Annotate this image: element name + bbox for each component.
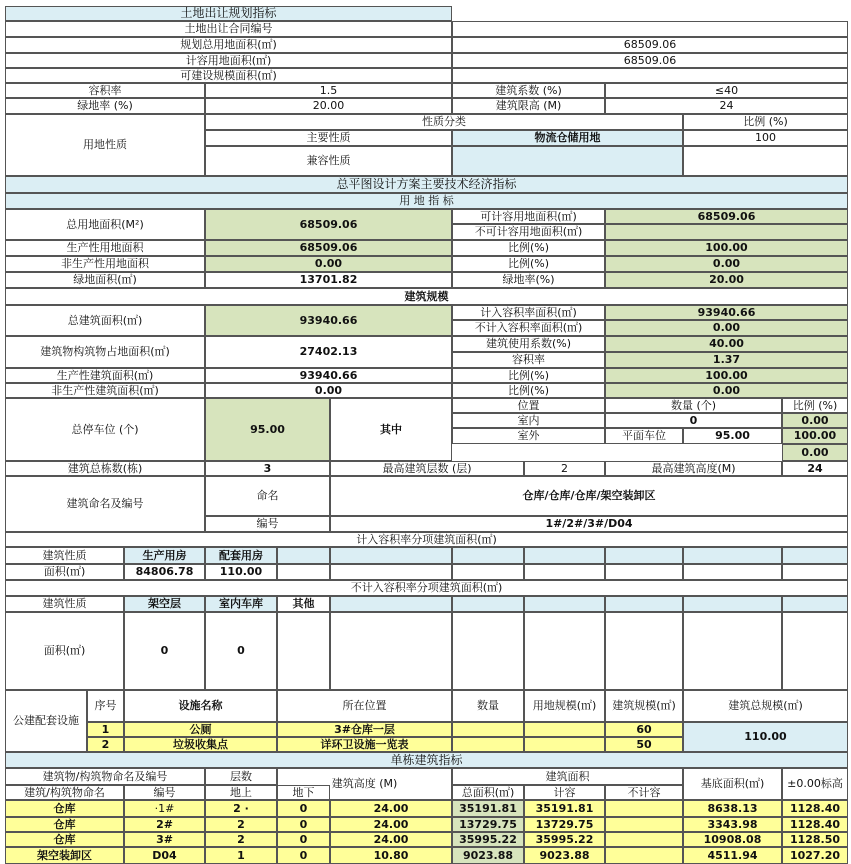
cell-r15-c0[interactable]: 非生产性用地面积 xyxy=(5,256,205,272)
cell-r28-c4[interactable]: 最高建筑高度(M) xyxy=(605,461,782,476)
cell-r43-c2[interactable]: 2 · xyxy=(205,800,277,817)
cell-r13-c1[interactable] xyxy=(605,224,848,240)
cell-r43-c3[interactable]: 0 xyxy=(277,800,330,817)
cell-r21-c0[interactable]: 容积率 xyxy=(452,352,605,368)
cell-r40-c0[interactable]: 单栋建筑指标 xyxy=(5,752,848,768)
cell-r44-c2[interactable]: 2 xyxy=(205,817,277,832)
cell-r32-c8[interactable] xyxy=(683,547,782,564)
cell-r46-c1[interactable]: D04 xyxy=(124,847,205,864)
cell-r33-c0[interactable]: 面积(㎡) xyxy=(5,564,124,580)
cell-r9-c0[interactable]: 兼容性质 xyxy=(205,146,452,176)
cell-r25-c1[interactable]: 0 xyxy=(605,413,782,428)
cell-r45-c5[interactable]: 35995.22 xyxy=(452,832,524,847)
cell-r46-c3[interactable]: 0 xyxy=(277,847,330,864)
cell-r42-c6[interactable]: 不计容 xyxy=(605,785,683,800)
cell-r32-c9[interactable] xyxy=(782,547,848,564)
cell-r32-c7[interactable] xyxy=(605,547,683,564)
cell-r11-c0[interactable]: 用 地 指 标 xyxy=(5,193,848,209)
cell-r29-c0[interactable]: 建筑命名及编号 xyxy=(5,476,205,532)
cell-r44-c8[interactable]: 3343.98 xyxy=(683,817,782,832)
cell-r14-c3[interactable]: 100.00 xyxy=(605,240,848,256)
cell-r45-c2[interactable]: 2 xyxy=(205,832,277,847)
cell-r32-c4[interactable] xyxy=(330,547,452,564)
cell-r32-c2[interactable]: 配套用房 xyxy=(205,547,277,564)
cell-r37-c5[interactable]: 用地规模(㎡) xyxy=(524,690,605,722)
cell-r46-c6[interactable]: 9023.88 xyxy=(524,847,605,864)
cell-r18-c3[interactable]: 93940.66 xyxy=(605,305,848,320)
cell-r44-c9[interactable]: 1128.40 xyxy=(782,817,848,832)
cell-r41-c5[interactable]: ±0.00标高 xyxy=(782,768,848,800)
cell-r33-c5[interactable] xyxy=(452,564,524,580)
cell-r24-c0[interactable]: 总停车位 (个) xyxy=(5,398,205,461)
cell-r22-c0[interactable]: 生产性建筑面积(㎡) xyxy=(5,368,205,383)
cell-r43-c5[interactable]: 35191.81 xyxy=(452,800,524,817)
cell-r33-c8[interactable] xyxy=(683,564,782,580)
cell-r12-c0[interactable]: 总用地面积(M²) xyxy=(5,209,205,240)
cell-r43-c8[interactable]: 8638.13 xyxy=(683,800,782,817)
cell-r42-c3[interactable]: 地下 xyxy=(277,785,330,800)
cell-r27-c0[interactable]: 0.00 xyxy=(782,444,848,461)
cell-r16-c3[interactable]: 20.00 xyxy=(605,272,848,288)
cell-r15-c2[interactable]: 比例(%) xyxy=(452,256,605,272)
cell-r33-c1[interactable]: 84806.78 xyxy=(124,564,205,580)
cell-r46-c4[interactable]: 10.80 xyxy=(330,847,452,864)
cell-r28-c1[interactable]: 3 xyxy=(205,461,330,476)
cell-r24-c1[interactable]: 95.00 xyxy=(205,398,330,461)
cell-r31-c0[interactable]: 计入容积率分项建筑面积(㎡) xyxy=(5,532,848,547)
cell-r14-c1[interactable]: 68509.06 xyxy=(205,240,452,256)
cell-r35-c0[interactable]: 建筑性质 xyxy=(5,596,124,612)
cell-r4-c0[interactable]: 可建设规模面积(㎡) xyxy=(5,68,452,83)
cell-r32-c0[interactable]: 建筑性质 xyxy=(5,547,124,564)
cell-r16-c1[interactable]: 13701.82 xyxy=(205,272,452,288)
cell-r25-c2[interactable]: 0.00 xyxy=(782,413,848,428)
cell-r23-c2[interactable]: 比例(%) xyxy=(452,383,605,398)
cell-r33-c4[interactable] xyxy=(330,564,452,580)
cell-r5-c2[interactable]: 建筑系数 (%) xyxy=(452,83,605,98)
cell-r37-c7[interactable]: 建筑总规模(㎡) xyxy=(683,690,848,722)
cell-r19-c0[interactable]: 不计入容积率面积(㎡) xyxy=(452,320,605,336)
cell-r12-c3[interactable]: 68509.06 xyxy=(605,209,848,224)
cell-r42-c1[interactable]: 编号 xyxy=(124,785,205,800)
cell-r36-c6[interactable] xyxy=(524,612,605,690)
cell-r5-c0[interactable]: 容积率 xyxy=(5,83,205,98)
cell-r38-c2[interactable]: 3#仓库一层 xyxy=(277,722,452,737)
cell-r35-c5[interactable] xyxy=(452,596,524,612)
cell-r36-c5[interactable] xyxy=(452,612,524,690)
cell-r2-c0[interactable]: 规划总用地面积(㎡) xyxy=(5,37,452,53)
cell-r41-c0[interactable]: 建筑物/构筑物命名及编号 xyxy=(5,768,205,785)
cell-r38-c6[interactable]: 110.00 xyxy=(683,722,848,752)
cell-r22-c3[interactable]: 100.00 xyxy=(605,368,848,383)
cell-r24-c2[interactable]: 其中 xyxy=(330,398,452,461)
cell-r43-c4[interactable]: 24.00 xyxy=(330,800,452,817)
cell-r45-c0[interactable]: 仓库 xyxy=(5,832,124,847)
cell-r8-c0[interactable]: 主要性质 xyxy=(205,130,452,146)
cell-r32-c1[interactable]: 生产用房 xyxy=(124,547,205,564)
cell-r37-c2[interactable]: 设施名称 xyxy=(124,690,277,722)
cell-r35-c6[interactable] xyxy=(524,596,605,612)
cell-r25-c0[interactable]: 室内 xyxy=(452,413,605,428)
cell-r18-c1[interactable]: 93940.66 xyxy=(205,305,452,336)
cell-r9-c2[interactable] xyxy=(683,146,848,176)
cell-r29-c1[interactable]: 命名 xyxy=(205,476,330,516)
cell-r39-c0[interactable]: 2 xyxy=(87,737,124,752)
cell-r37-c6[interactable]: 建筑规模(㎡) xyxy=(605,690,683,722)
cell-r43-c0[interactable]: 仓库 xyxy=(5,800,124,817)
cell-r7-c0[interactable]: 用地性质 xyxy=(5,114,205,176)
cell-r20-c3[interactable]: 40.00 xyxy=(605,336,848,352)
cell-r32-c6[interactable] xyxy=(524,547,605,564)
cell-r38-c3[interactable] xyxy=(452,722,524,737)
cell-r4-c1[interactable] xyxy=(452,68,848,83)
cell-r24-c3[interactable]: 位置 xyxy=(452,398,605,413)
cell-r36-c2[interactable]: 0 xyxy=(205,612,277,690)
cell-r3-c0[interactable]: 计容用地面积(㎡) xyxy=(5,53,452,68)
cell-r35-c2[interactable]: 室内车库 xyxy=(205,596,277,612)
cell-r44-c0[interactable]: 仓库 xyxy=(5,817,124,832)
cell-r32-c3[interactable] xyxy=(277,547,330,564)
cell-r45-c3[interactable]: 0 xyxy=(277,832,330,847)
cell-r30-c1[interactable]: 1#/2#/3#/D04 xyxy=(330,516,848,532)
cell-r17-c0[interactable]: 建筑规模 xyxy=(5,288,848,305)
cell-r44-c6[interactable]: 13729.75 xyxy=(524,817,605,832)
cell-r24-c4[interactable]: 数量 (个) xyxy=(605,398,782,413)
cell-r28-c0[interactable]: 建筑总栋数(栋) xyxy=(5,461,205,476)
cell-r37-c0[interactable]: 公建配套设施 xyxy=(5,690,87,752)
cell-r26-c3[interactable]: 100.00 xyxy=(782,428,848,444)
cell-r24-c5[interactable]: 比例 (%) xyxy=(782,398,848,413)
cell-r43-c6[interactable]: 35191.81 xyxy=(524,800,605,817)
cell-r33-c9[interactable] xyxy=(782,564,848,580)
cell-r45-c7[interactable] xyxy=(605,832,683,847)
cell-r6-c1[interactable]: 20.00 xyxy=(205,98,452,114)
cell-r20-c0[interactable]: 建筑物构筑物占地面积(㎡) xyxy=(5,336,205,368)
cell-r46-c8[interactable]: 4511.94 xyxy=(683,847,782,864)
cell-r45-c4[interactable]: 24.00 xyxy=(330,832,452,847)
cell-r38-c5[interactable]: 60 xyxy=(605,722,683,737)
cell-r26-c0[interactable]: 室外 xyxy=(452,428,605,444)
cell-r46-c9[interactable]: 1027.20 xyxy=(782,847,848,864)
cell-r34-c0[interactable]: 不计入容积率分项建筑面积(㎡) xyxy=(5,580,848,596)
cell-r42-c5[interactable]: 计容 xyxy=(524,785,605,800)
cell-r28-c2[interactable]: 最高建筑层数 (层) xyxy=(330,461,524,476)
cell-r23-c3[interactable]: 0.00 xyxy=(605,383,848,398)
cell-r46-c5[interactable]: 9023.88 xyxy=(452,847,524,864)
cell-r6-c0[interactable]: 绿地率 (%) xyxy=(5,98,205,114)
cell-r39-c5[interactable]: 50 xyxy=(605,737,683,752)
cell-r14-c0[interactable]: 生产性用地面积 xyxy=(5,240,205,256)
cell-r22-c2[interactable]: 比例(%) xyxy=(452,368,605,383)
cell-r41-c3[interactable]: 建筑面积 xyxy=(452,768,683,785)
cell-r6-c2[interactable]: 建筑限高 (M) xyxy=(452,98,605,114)
cell-r41-c1[interactable]: 层数 xyxy=(205,768,277,785)
cell-r33-c3[interactable] xyxy=(277,564,330,580)
cell-r29-c2[interactable]: 仓库/仓库/仓库/架空装卸区 xyxy=(330,476,848,516)
cell-r42-c4[interactable]: 总面积(㎡) xyxy=(452,785,524,800)
cell-r16-c0[interactable]: 绿地面积(㎡) xyxy=(5,272,205,288)
cell-r46-c7[interactable] xyxy=(605,847,683,864)
cell-r36-c4[interactable] xyxy=(330,612,452,690)
cell-r12-c1[interactable]: 68509.06 xyxy=(205,209,452,240)
cell-r36-c7[interactable] xyxy=(605,612,683,690)
cell-r41-c2[interactable]: 建筑高度 (M) xyxy=(277,768,452,800)
cell-r14-c2[interactable]: 比例(%) xyxy=(452,240,605,256)
cell-r10-c0[interactable]: 总平图设计方案主要技术经济指标 xyxy=(5,176,848,193)
cell-r15-c1[interactable]: 0.00 xyxy=(205,256,452,272)
cell-r6-c3[interactable]: 24 xyxy=(605,98,848,114)
cell-r38-c4[interactable] xyxy=(524,722,605,737)
cell-r8-c1[interactable]: 物流仓储用地 xyxy=(452,130,683,146)
cell-r46-c2[interactable]: 1 xyxy=(205,847,277,864)
cell-r8-c2[interactable]: 100 xyxy=(683,130,848,146)
cell-r45-c6[interactable]: 35995.22 xyxy=(524,832,605,847)
cell-r32-c5[interactable] xyxy=(452,547,524,564)
cell-r39-c4[interactable] xyxy=(524,737,605,752)
cell-r36-c8[interactable] xyxy=(683,612,782,690)
cell-r33-c7[interactable] xyxy=(605,564,683,580)
cell-r16-c2[interactable]: 绿地率(%) xyxy=(452,272,605,288)
cell-r45-c9[interactable]: 1128.50 xyxy=(782,832,848,847)
cell-r18-c0[interactable]: 总建筑面积(㎡) xyxy=(5,305,205,336)
cell-r35-c8[interactable] xyxy=(683,596,782,612)
cell-r43-c7[interactable] xyxy=(605,800,683,817)
cell-r38-c0[interactable]: 1 xyxy=(87,722,124,737)
cell-r39-c2[interactable]: 详环卫设施一览表 xyxy=(277,737,452,752)
cell-r44-c4[interactable]: 24.00 xyxy=(330,817,452,832)
cell-r44-c3[interactable]: 0 xyxy=(277,817,330,832)
cell-r42-c2[interactable]: 地上 xyxy=(205,785,277,800)
cell-r26-c1[interactable]: 平面车位 xyxy=(605,428,683,444)
cell-r44-c1[interactable]: 2# xyxy=(124,817,205,832)
cell-r1-c1[interactable] xyxy=(452,21,848,37)
cell-r33-c2[interactable]: 110.00 xyxy=(205,564,277,580)
cell-r36-c1[interactable]: 0 xyxy=(124,612,205,690)
cell-r28-c3[interactable]: 2 xyxy=(524,461,605,476)
cell-r1-c0[interactable]: 土地出让合同编号 xyxy=(5,21,452,37)
cell-r30-c0[interactable]: 编号 xyxy=(205,516,330,532)
cell-r42-c0[interactable]: 建筑/构筑物命名 xyxy=(5,785,124,800)
cell-r35-c7[interactable] xyxy=(605,596,683,612)
cell-r43-c1[interactable]: ·1# xyxy=(124,800,205,817)
cell-r7-c2[interactable]: 比例 (%) xyxy=(683,114,848,130)
cell-r19-c1[interactable]: 0.00 xyxy=(605,320,848,336)
cell-r37-c4[interactable]: 数量 xyxy=(452,690,524,722)
cell-r28-c5[interactable]: 24 xyxy=(782,461,848,476)
cell-r9-c1[interactable] xyxy=(452,146,683,176)
cell-r35-c3[interactable]: 其他 xyxy=(277,596,330,612)
cell-r35-c4[interactable] xyxy=(330,596,452,612)
cell-r37-c1[interactable]: 序号 xyxy=(87,690,124,722)
cell-r46-c0[interactable]: 架空装卸区 xyxy=(5,847,124,864)
cell-r22-c1[interactable]: 93940.66 xyxy=(205,368,452,383)
cell-r35-c9[interactable] xyxy=(782,596,848,612)
cell-r36-c3[interactable] xyxy=(277,612,330,690)
cell-r41-c4[interactable]: 基底面积(㎡) xyxy=(683,768,782,800)
cell-r7-c1[interactable]: 性质分类 xyxy=(205,114,683,130)
cell-r18-c2[interactable]: 计入容积率面积(㎡) xyxy=(452,305,605,320)
cell-r45-c1[interactable]: 3# xyxy=(124,832,205,847)
cell-r39-c1[interactable]: 垃圾收集点 xyxy=(124,737,277,752)
cell-r39-c3[interactable] xyxy=(452,737,524,752)
cell-r12-c2[interactable]: 可计容用地面积(㎡) xyxy=(452,209,605,224)
cell-r43-c9[interactable]: 1128.40 xyxy=(782,800,848,817)
cell-r37-c3[interactable]: 所在位置 xyxy=(277,690,452,722)
cell-r0-c0[interactable]: 土地出让规划指标 xyxy=(5,6,452,21)
cell-r3-c1[interactable]: 68509.06 xyxy=(452,53,848,68)
cell-r36-c0[interactable]: 面积(㎡) xyxy=(5,612,124,690)
cell-r26-c2[interactable]: 95.00 xyxy=(683,428,782,444)
cell-r2-c1[interactable]: 68509.06 xyxy=(452,37,848,53)
cell-r20-c2[interactable]: 建筑使用系数(%) xyxy=(452,336,605,352)
cell-r38-c1[interactable]: 公厕 xyxy=(124,722,277,737)
cell-r13-c0[interactable]: 不可计容用地面积(㎡) xyxy=(452,224,605,240)
cell-r21-c1[interactable]: 1.37 xyxy=(605,352,848,368)
cell-r15-c3[interactable]: 0.00 xyxy=(605,256,848,272)
cell-r5-c1[interactable]: 1.5 xyxy=(205,83,452,98)
cell-r23-c0[interactable]: 非生产性建筑面积(㎡) xyxy=(5,383,205,398)
cell-r44-c7[interactable] xyxy=(605,817,683,832)
cell-r35-c1[interactable]: 架空层 xyxy=(124,596,205,612)
cell-r36-c9[interactable] xyxy=(782,612,848,690)
cell-r23-c1[interactable]: 0.00 xyxy=(205,383,452,398)
cell-r44-c5[interactable]: 13729.75 xyxy=(452,817,524,832)
cell-r45-c8[interactable]: 10908.08 xyxy=(683,832,782,847)
cell-r5-c3[interactable]: ≤40 xyxy=(605,83,848,98)
cell-r20-c1[interactable]: 27402.13 xyxy=(205,336,452,368)
cell-r33-c6[interactable] xyxy=(524,564,605,580)
